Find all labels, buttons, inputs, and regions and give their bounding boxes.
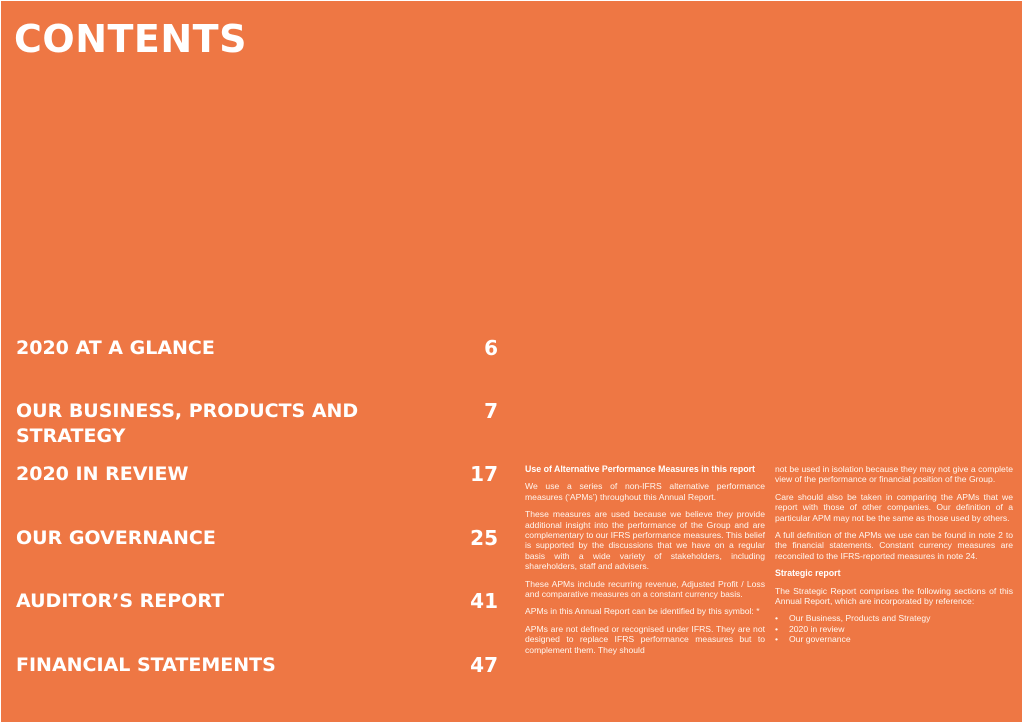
toc-item-business-products-strategy[interactable] <box>16 399 498 449</box>
toc-label: AUDITOR’S REPORT <box>16 590 225 612</box>
apm-paragraph: Care should also be taken in comparing the APMs that we report with those of other companies. Our definition of a particular APM may not be the same as those used by others. <box>775 491 1013 523</box>
page-title: CONTENTS <box>14 17 247 61</box>
strategic-report-heading: Strategic report <box>775 568 841 579</box>
toc-item-financial-statements[interactable] <box>16 653 498 678</box>
toc-label: OUR BUSINESS, PRODUCTS AND STRATEGY <box>16 400 359 447</box>
toc-page-number: 47 <box>470 653 498 677</box>
strategic-report-intro: The Strategic Report comprises the following sections of this Annual Report, which are incorporated by reference: <box>775 585 1013 607</box>
toc-label: OUR GOVERNANCE <box>16 527 216 549</box>
apm-paragraph: APMs are not defined or recognised under IFRS. They are not designed to replace IFRS performance measures but to complement them. They should <box>525 623 765 655</box>
apm-column-right <box>775 464 1013 645</box>
toc-item-auditors-report[interactable] <box>16 589 498 614</box>
toc-label: 2020 AT A GLANCE <box>16 337 215 359</box>
apm-heading: Use of Alternative Performance Measures in this report <box>525 464 755 474</box>
toc-item-at-a-glance[interactable] <box>16 336 498 361</box>
toc-item-governance[interactable] <box>16 526 498 551</box>
list-item: • Our Business, Products and Strategy <box>775 613 1013 623</box>
apm-column-left <box>525 464 765 662</box>
toc-label: 2020 IN REVIEW <box>16 463 189 485</box>
toc-page-number: 6 <box>484 336 498 360</box>
list-item: • 2020 in review <box>775 624 1013 634</box>
apm-paragraph: APMs in this Annual Report can be identified by this symbol: * <box>525 606 760 617</box>
strategic-report-list <box>775 613 1013 644</box>
toc-page-number: 41 <box>470 589 498 613</box>
apm-paragraph: A full definition of the APMs we use can be found in note 2 to the financial statements. Constant currency measures are reconciled to the IFRS-reported measures in note 24. <box>775 530 1013 561</box>
toc-page-number: 7 <box>484 399 498 423</box>
toc-page-number: 25 <box>470 526 498 550</box>
toc-label: FINANCIAL STATEMENTS <box>16 654 276 676</box>
toc-item-in-review[interactable] <box>16 462 498 487</box>
contents-page <box>1 1 1022 722</box>
apm-paragraph: These APMs include recurring revenue, Adjusted Profit / Loss and comparative measures on a constant currency basis. <box>525 578 765 600</box>
apm-paragraph: not be used in isolation because they may not give a complete view of the performance or financial position of the Group. <box>775 464 1013 485</box>
toc-page-number: 17 <box>470 462 498 486</box>
apm-paragraph: These measures are used because we believe they provide additional insight into the performance of the Group and are complementary to our IFRS performance measures. This belief is supported by the discussions that we have on a regular basis with a wide variety of stakeholders, including shareholders, staff and advisers. <box>525 509 765 572</box>
list-item: • Our governance <box>775 634 1013 644</box>
apm-paragraph: We use a series of non-IFRS alternative performance measures (‘APMs’) throughout this Annual Report. <box>525 481 765 502</box>
